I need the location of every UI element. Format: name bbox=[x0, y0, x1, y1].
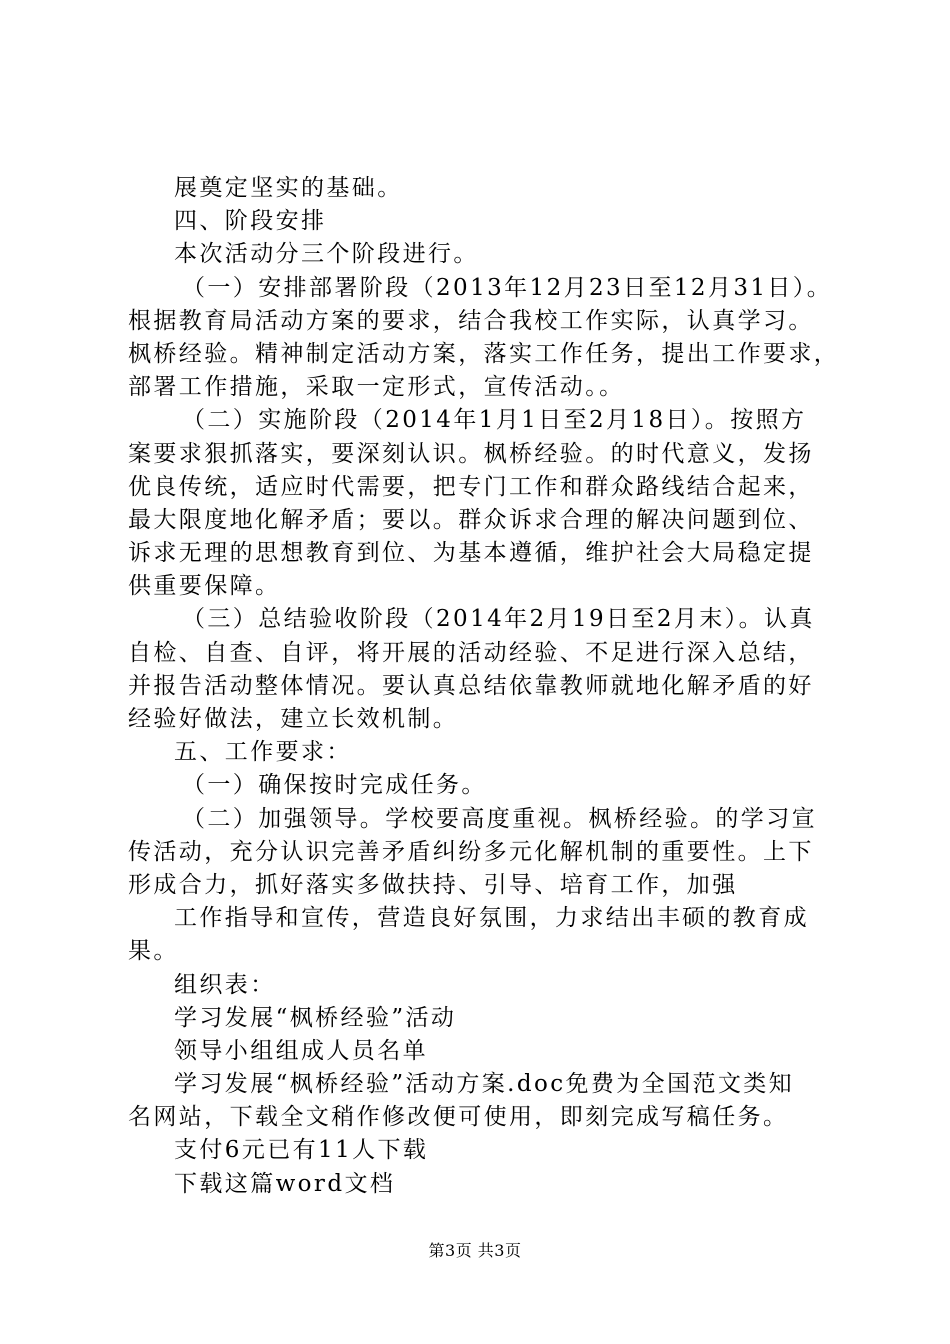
text-line: 经验好做法，建立长效机制。 bbox=[128, 706, 459, 732]
text-line: 根据教育局活动方案的要求，结合我校工作实际，认真学习。 bbox=[128, 307, 814, 334]
text-line: 五、工作要求： bbox=[174, 739, 352, 766]
text-line: 工作指导和宣传，营造良好氛围，力求结出丰硕的教育成 bbox=[174, 905, 809, 932]
text-line: 优良传统，适应时代需要，把专门工作和群众路线结合起来， bbox=[128, 473, 814, 500]
text-line: 部署工作措施，采取一定形式，宣传活动。。 bbox=[128, 374, 625, 401]
text-line: （一）确保按时完成任务。 bbox=[182, 772, 487, 799]
text-line: 果。 bbox=[128, 938, 179, 965]
text-line: （二）实施阶段（2014年1月1日至2月18日）。按照方 bbox=[182, 407, 807, 434]
text-line: 组织表： bbox=[174, 971, 276, 998]
text-line: （三）总结验收阶段（2014年2月19日至2月末）。认真 bbox=[182, 606, 815, 633]
text-line: 自检、自查、自评，将开展的活动经验、不足进行深入总结， bbox=[128, 639, 814, 666]
text-line: 供重要保障。 bbox=[128, 573, 281, 600]
document-body bbox=[128, 172, 850, 1201]
text-line: 本次活动分三个阶段进行。 bbox=[174, 241, 479, 268]
text-line: 四、阶段安排 bbox=[174, 208, 327, 235]
text-line: 形成合力，抓好落实多做扶持、引导、培育工作，加强 bbox=[128, 871, 738, 898]
text-line: （一）安排部署阶段（2013年12月23日至12月31日）。 bbox=[182, 274, 833, 301]
text-line: 领导小组组成人员名单 bbox=[174, 1037, 428, 1064]
text-line: 支付6元已有11人下载 bbox=[174, 1137, 429, 1164]
text-line: 案要求狠抓落实，要深刻认识。枫桥经验。的时代意义，发扬 bbox=[128, 440, 814, 467]
text-line: 展奠定坚实的基础。 bbox=[174, 175, 403, 201]
text-line: 最大限度地化解矛盾；要以。群众诉求合理的解决问题到位、 bbox=[128, 506, 814, 533]
text-line: 枫桥经验。精神制定活动方案，落实工作任务，提出工作要求， bbox=[128, 340, 840, 367]
text-line: 学习发展“枫桥经验”活动方案.doc免费为全国范文类知 bbox=[174, 1071, 795, 1098]
text-line: 学习发展“枫桥经验”活动 bbox=[174, 1004, 457, 1031]
text-line: 下载这篇word文档 bbox=[174, 1170, 396, 1197]
text-line: 传活动，充分认识完善矛盾纠纷多元化解机制的重要性。上下 bbox=[128, 838, 814, 865]
text-line: 诉求无理的思想教育到位、为基本遵循，维护社会大局稳定提 bbox=[128, 540, 814, 567]
text-line: 名网站，下载全文稍作修改便可使用，即刻完成写稿任务。 bbox=[128, 1104, 789, 1131]
text-line: 并报告活动整体情况。要认真总结依靠教师就地化解矛盾的好 bbox=[128, 672, 814, 699]
text-line: （二）加强领导。学校要高度重视。枫桥经验。的学习宣 bbox=[182, 805, 817, 832]
page-footer: 第3页 共3页 bbox=[428, 1241, 522, 1260]
